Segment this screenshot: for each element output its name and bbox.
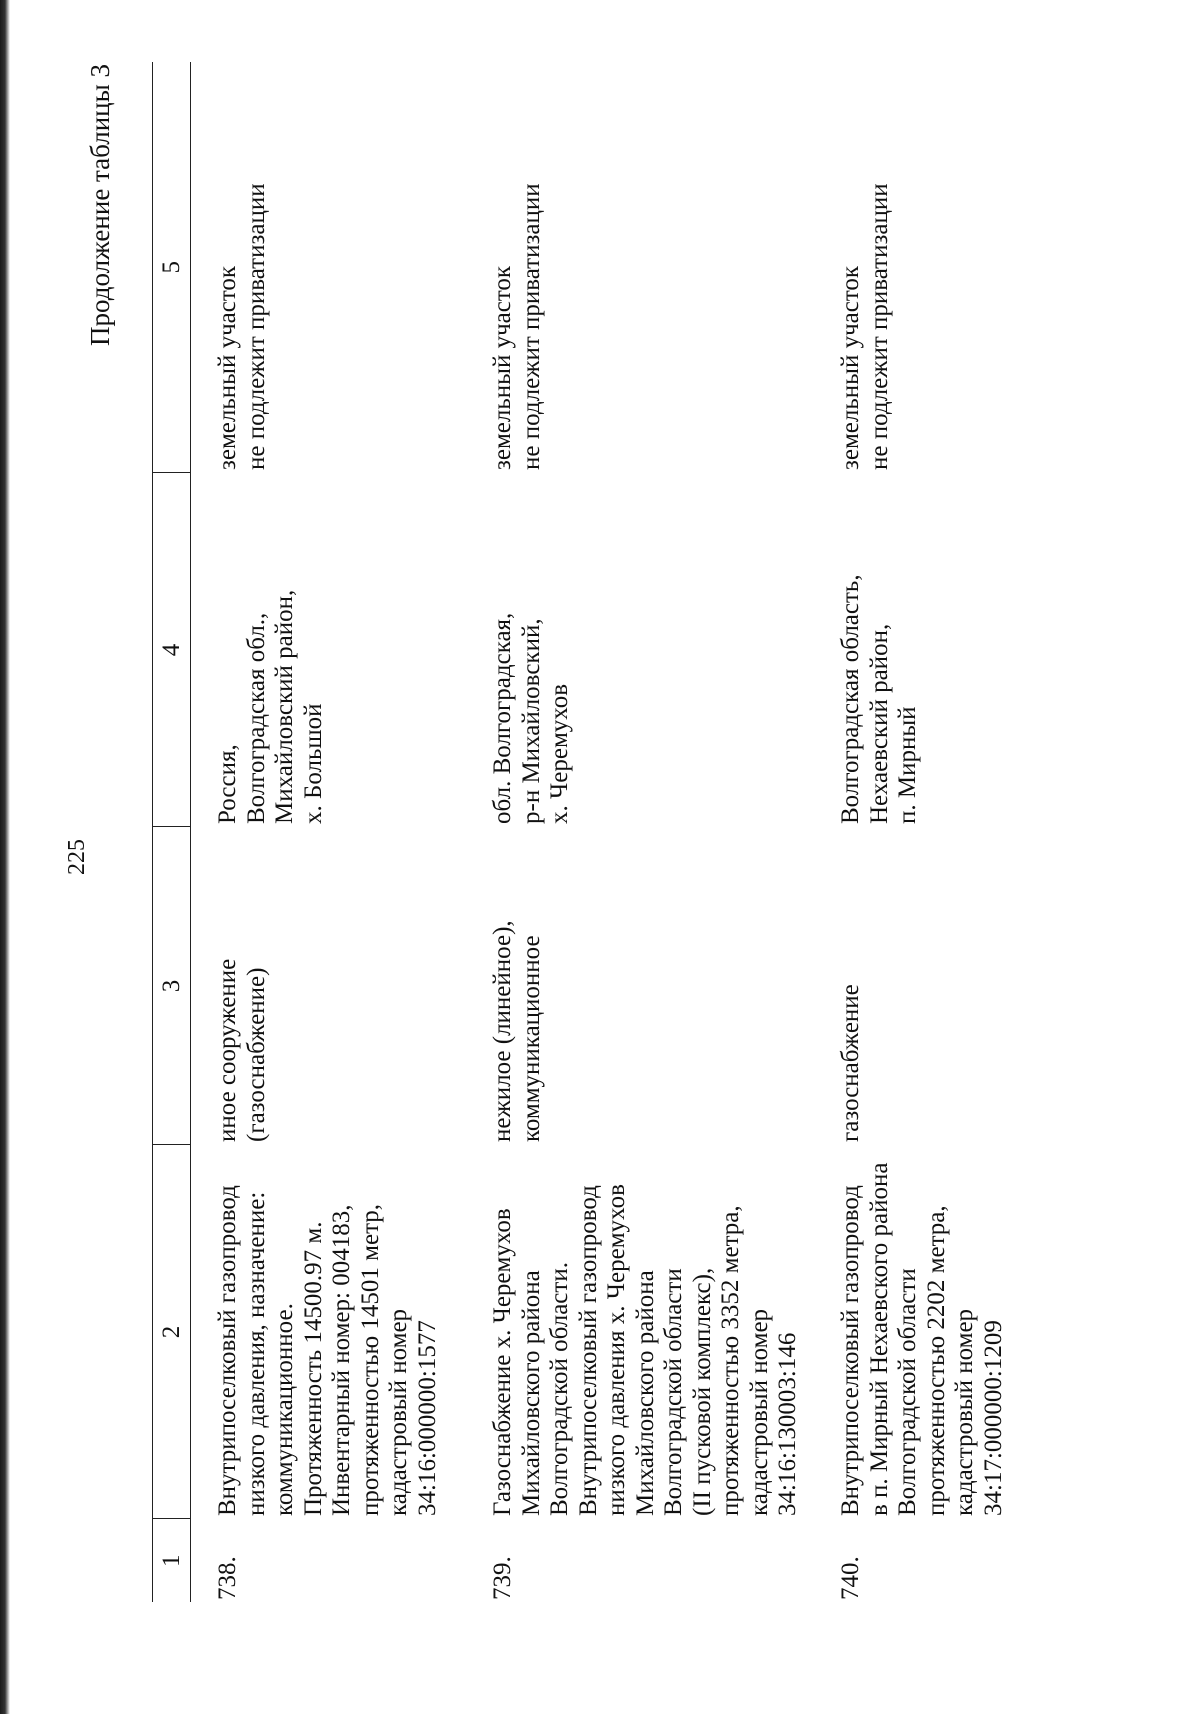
text-line: Нехаевский район,: [865, 623, 893, 824]
text-line: Протяженность 14500.97 м.: [299, 1221, 327, 1516]
text-line: в п. Мирный Нехаевского района: [865, 1162, 893, 1516]
text-line: Внутрипоселковый газопровод: [837, 1185, 864, 1516]
text-line: Михайловский район,: [271, 589, 298, 824]
object-note: [837, 62, 1037, 473]
text-line: протяженностью 2202 метра,: [922, 1205, 950, 1516]
object-description: [480, 1145, 837, 1519]
text-line: Михайловского района: [631, 1270, 659, 1516]
object-description: [191, 1145, 481, 1519]
text-line: не подлежит приватизации: [865, 183, 893, 470]
text-line: иное сооружение: [214, 958, 241, 1142]
text-line: (газоснабжение): [242, 967, 270, 1142]
text-line: п. Мирный: [894, 706, 921, 824]
text-line: р-н Михайловский,: [517, 618, 545, 824]
object-address: [480, 473, 837, 827]
header-col-5: 5: [153, 62, 191, 473]
text-line: Михайловского района: [517, 1270, 545, 1516]
text-line: низкого давления, назначение:: [242, 1191, 270, 1516]
text-line: Россия,: [214, 744, 241, 824]
object-address: [837, 473, 1037, 827]
header-col-2: 2: [153, 1145, 191, 1519]
text-line: коммуникационное.: [271, 1303, 298, 1516]
text-line: земельный участок: [214, 265, 241, 470]
text-line: х. Черемухов: [546, 683, 573, 824]
text-line: (II пусковой комплекс),: [688, 1267, 716, 1516]
text-line: Волгоградской области: [660, 1268, 687, 1516]
text-line: Инвентарный номер: 004183,: [328, 1204, 355, 1516]
page-number: 225: [64, 839, 90, 875]
text-line: кадастровый номер: [385, 1308, 412, 1516]
row-number: 739.: [489, 1556, 516, 1600]
object-purpose: [837, 827, 1037, 1145]
property-table: [152, 62, 1037, 1602]
text-line: не подлежит приватизации: [517, 183, 545, 470]
object-description: [837, 1145, 1037, 1519]
text-line: Внутрипоселковый газопровод: [214, 1185, 241, 1516]
text-line: х. Большой: [299, 703, 327, 824]
table-row: [837, 62, 1037, 1602]
text-line: кадастровый номер: [745, 1308, 773, 1516]
table-row: [480, 62, 837, 1602]
text-line: Волгоградская обл.,: [242, 612, 270, 824]
object-note: [191, 62, 481, 473]
text-line: кадастровый номер: [951, 1308, 978, 1516]
text-line: Газоснабжение х. Черемухов: [489, 1208, 516, 1516]
text-line: земельный участок: [837, 265, 864, 470]
row-number: 740.: [837, 1556, 864, 1600]
text-line: газоснабжение: [837, 984, 864, 1142]
text-line: 34:17:000000:1209: [979, 1320, 1007, 1516]
text-line: 34:16:000000:1577: [413, 1320, 441, 1516]
table-row: [191, 62, 481, 1602]
text-line: коммуникационное: [517, 935, 545, 1142]
header-col-1: 1: [153, 1519, 191, 1602]
row-number: 738.: [214, 1556, 241, 1600]
text-line: Волгоградской области: [894, 1268, 921, 1516]
text-line: Волгоградской области.: [546, 1262, 573, 1516]
header-col-4: 4: [153, 473, 191, 827]
table-header-row: [153, 62, 191, 1602]
text-line: протяженностью 3352 метра,: [717, 1205, 744, 1516]
header-col-3: 3: [153, 827, 191, 1145]
text-line: протяженностью 14501 метр,: [356, 1203, 384, 1516]
text-line: низкого давления х. Черемухов: [603, 1184, 630, 1516]
text-line: земельный участок: [489, 265, 516, 470]
text-line: не подлежит приватизации: [242, 183, 270, 470]
text-line: нежилое (линейное),: [489, 920, 516, 1142]
object-purpose: [191, 827, 481, 1145]
text-line: 34:16:130003:146: [774, 1332, 801, 1516]
object-note: [480, 62, 837, 473]
text-line: Внутрипоселковый газопровод: [574, 1185, 602, 1516]
continuation-title: Продолжение таблицы 3: [85, 64, 115, 346]
text-line: обл. Волгоградская,: [489, 612, 516, 824]
object-address: [191, 473, 481, 827]
object-purpose: [480, 827, 837, 1145]
text-line: Волгоградская область,: [837, 574, 864, 824]
